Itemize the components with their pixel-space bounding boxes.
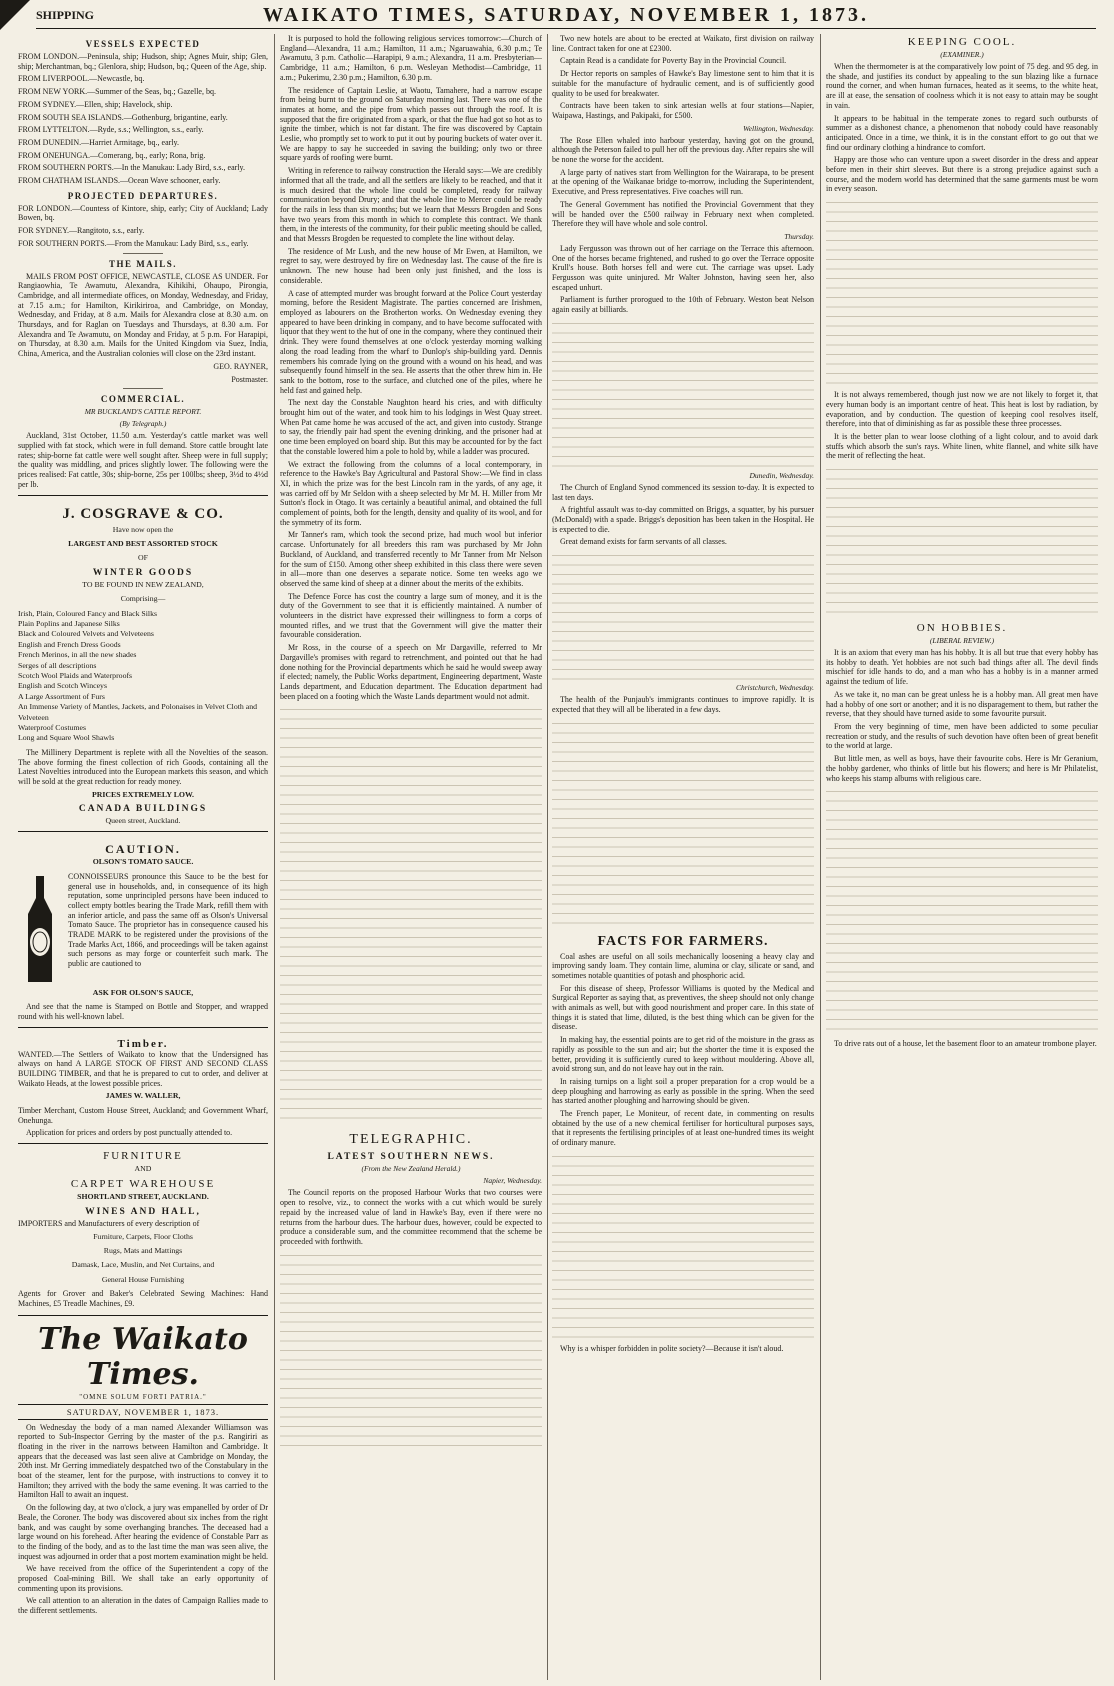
divider bbox=[123, 388, 163, 389]
caution-heading: CAUTION. bbox=[105, 842, 181, 857]
news-paragraph: The residence of Mr Lush, and the new house of Mr Ewen, at Hamilton, we regret to say, were destroyed by fire on Wednesday last. The cause of the fire is unknown. The new house had been only just finished, and the loss is considerable. bbox=[280, 246, 542, 285]
news-paragraph: Contracts have been taken to sink artesian wells at four stations—Napier, Waipawa, Hastings, and Pakipaki, for £500. bbox=[552, 101, 814, 120]
cosgrave-item: Waterproof Costumes bbox=[18, 723, 87, 732]
shipping-entry: FROM NEW YORK.—Summer of the Seas, bq.; Gazelle, bq. bbox=[18, 87, 216, 97]
news-paragraph: The Church of England Synod commenced its session to-day. It is expected to last ten days. bbox=[552, 482, 814, 502]
shipping-entry: FROM SYDNEY.—Ellen, ship; Havelock, ship. bbox=[18, 99, 173, 109]
cosgrave-line: Comprising— bbox=[120, 594, 166, 604]
news-paragraph: Great demand exists for farm servants of all classes. bbox=[560, 537, 727, 547]
furniture-item: Furniture, Carpets, Floor Cloths bbox=[93, 1231, 193, 1241]
cattle-report-byline: (By Telegraph.) bbox=[119, 419, 167, 429]
cosgrave-item: Irish, Plain, Coloured Fancy and Black Silks bbox=[18, 608, 158, 618]
cosgrave-advertisement bbox=[18, 495, 268, 827]
dateline: Christchurch, Wednesday. bbox=[736, 683, 814, 693]
keeping-cool-paragraph: It is not always remembered, though just now we are not likely to forget it, that every human body is an important centre of heat. This heat is lost by radiation, by evaporation, and by conduction. The question of keeping cool resolves itself, therefore, into that of diminishing as far as possible these three processes. bbox=[826, 390, 1098, 429]
shipping-entry: FROM ONEHUNGA.—Comerang, bq., early; Rona, brig. bbox=[18, 150, 206, 160]
hobbies-paragraph: But little men, as well as boys, have their favourite cobs. Here is Mr Geranium, the hobby gardener, who thinks of little but his flowers; and here is Mr Philatelist, who keeps his stamp albums with religious care. bbox=[826, 754, 1098, 783]
cosgrave-item: Long and Square Wool Shawls bbox=[18, 733, 115, 743]
hobbies-heading: ON HOBBIES. bbox=[916, 622, 1008, 635]
news-paragraph: It is purposed to hold the following religious services tomorrow:—Church of England—Alexandra, 11 a.m.; Hamilton, 11 a.m.; Ngaruawahia, 6.30 p.m.; Te Awamutu, 3 p.m. Catholic—Harapipi, 9 a.m.; Alexandra, 11 a.m. Presbyterian—Cambridge, 11 a.m.; Hamilton, 6 p.m. Wesleyan Methodist—Cambridge, 11 a.m.; Pukerimu, 2.30 p.m.; Hamilton, 6.30 p.m. bbox=[280, 34, 542, 82]
news-paragraph: The next day the Constable Naughton heard his cries, and with difficulty brought him out of the water, and took him to his lodgings in West Quay street. When Pat came home he was accused of the act, and given into custody. Strange to say, the friendly pair had spent the evening drinking, and the prisoner had at one time been employed on board ship. But this may be accounted for by the fact that the constable lowered him a pole to hold by, while a ladder was procured. bbox=[280, 398, 542, 456]
shipping-entry: FROM SOUTH SEA ISLANDS.—Gothenburg, brigantine, early. bbox=[18, 112, 228, 122]
cosgrave-item: English and French Dress Goods bbox=[18, 639, 121, 649]
cosgrave-address: CANADA BUILDINGS bbox=[78, 804, 208, 815]
wines-and-hall: WINES AND HALL, bbox=[85, 1206, 201, 1217]
mails-text: MAILS FROM POST OFFICE, NEWCASTLE, CLOSE AS UNDER. For Rangiaowhia, Te Awamutu, Alexandra, Kihikihi, Ohaupo, Pirongia, Cambridge, and all intermediate offices, on Monday, Wednesday, and Friday, at 7.15 a.m.; for Hamilton, Kirikiriroa, and Cambridge, on Monday, Wednesday, and Friday, at 8 a.m. Mails for Alexandra close at 8.30 a.m. on Thursdays, and for Raglan on Tuesdays and Thursdays, at 8.30 a.m. For Alexandra and Te Awamutu, on Monday and Friday, at 5 p.m. For Harapipi, on Thursday, at 8.30 a.m. Mails for the United Kingdom via Suez, India, China, America, and the Australian colonies will close on the 23rd instant. bbox=[18, 271, 268, 359]
keeping-cool-paragraph: Happy are those who can venture upon a sweet disorder in the dress and appear before men in their shirt sleeves. But there is a strong prejudice against such a course, and the modern world has determined that the same garments must be worn in every season. bbox=[826, 155, 1098, 194]
cosgrave-name: J. COSGRAVE & CO. bbox=[62, 505, 224, 522]
shipping-entry: FROM SOUTHERN PORTS.—In the Manukau: Lady Bird, s.s., early. bbox=[18, 163, 245, 173]
news-paragraph: A case of attempted murder was brought forward at the Police Court yesterday morning, before the Resident Magistrate. The parties concerned are Irishmen, employed as labourers on the Brotherton works. On Wednesday evening they appeared to have been drinking in company, and to have become suffocated with liquor that they went to the hut of one in the company, where they continued their drink. They were found themselves at one o'clock yesterday morning walking along the road leading from the wharf to Dunlop's ship-building yard. Dennis remembers his comrade lying on the ground with a wound on his head, and was subsequently found himself in the sea. He asserts that the other threw him in. He sank to the bottom, rose to the surface, and clutched one of the piles, where he held fast and gained help. bbox=[280, 288, 542, 395]
cosgrave-item: Black and Coloured Velvets and Velveteens bbox=[18, 629, 154, 639]
facts-closing: Why is a whisper forbidden in polite society?—Because it isn't aloud. bbox=[560, 1343, 784, 1353]
furniture-item: General House Furnishing bbox=[101, 1274, 185, 1284]
cosgrave-item: English and Scotch Winceys bbox=[18, 681, 107, 691]
cosgrave-line: Have now open the bbox=[112, 524, 174, 534]
news-paragraph: Two new hotels are about to be erected at Waikato, first division on railway line. Contract taken for one at £2300. bbox=[552, 34, 814, 53]
news-paragraph: The residence of Captain Leslie, at Waotu, Tamahere, had a narrow escape from being burnt to the ground on Saturday morning last. There was one of the inmates at home, and the pipe from which passes out through the roof. It is supposed that the fire originated from a spark, or that the flue had got so hot as to ignite the timber, which is not far distant. The fire was discovered by Captain Leslie, who promptly set to work to put it out by pouring buckets of water over it. We are happy to say he succeeded in saving the building; only two or three square yards of roofing were burnt. bbox=[280, 85, 542, 163]
departure-entry: FOR SOUTHERN PORTS.—From the Manukau: Lady Bird, s.s., early. bbox=[18, 238, 249, 248]
cosgrave-item: Plain Poplins and Japanese Silks bbox=[18, 618, 120, 628]
news-paragraph: The Defence Force has cost the country a large sum of money, and it is the duty of the Government to see that it is efficiently maintained. A number of volunteers in the district have expressed their willingness to form a corps of mounted rifles, and we trust that the Government will give the matter their favourable consideration. bbox=[280, 591, 542, 640]
cosgrave-item-list bbox=[18, 609, 268, 744]
cosgrave-line: LARGEST AND BEST ASSORTED STOCK bbox=[68, 538, 218, 548]
text-continuation bbox=[280, 1250, 542, 1450]
furniture-item: Damask, Lace, Muslin, and Net Curtains, and bbox=[71, 1260, 215, 1270]
text-continuation bbox=[552, 1151, 814, 1341]
lead-article-paragraph: We call attention to an alteration in the dates of Campaign Rallies made to the different settlements. bbox=[18, 1596, 268, 1616]
departure-entry: FOR LONDON.—Countess of Kintore, ship, early; City of Auckland; Lady Bowen, bq. bbox=[18, 203, 268, 223]
lead-article-paragraph: We have received from the office of the Superintendent a copy of the proposed Coal-mining Bill. We shall take an early opportunity of commenting upon its provisions. bbox=[18, 1564, 268, 1593]
furniture-advertisement bbox=[18, 1143, 268, 1309]
divider bbox=[18, 1315, 268, 1316]
departures-heading: PROJECTED DEPARTURES. bbox=[67, 190, 219, 201]
column-rule bbox=[274, 34, 275, 1680]
column-2 bbox=[280, 34, 542, 1680]
news-paragraph: Lady Fergusson was thrown out of her carriage on the Terrace this afternoon. One of the horses became frightened, and rushed to go over the Terrace opposite Krull's house. Both horses fell and were cut. The carriage was upset. Lady Fergusson was quite uninjured. Mr Walter Johnston, having seen her, also escaped unhurt. bbox=[552, 243, 814, 292]
column-1 bbox=[18, 34, 268, 1680]
facts-paragraph: For this disease of sheep, Professor Williams is quoted by the Medical and Surgical Reporter as saying that, as preventives, the sheep should not only change with animals as well, but with good nourishment and proper care. In this state of things it is stated that lime, diluted, is the best thing which can be given for the disease. bbox=[552, 983, 814, 1032]
shipping-entry: FROM LYTTELTON.—Ryde, s.s.; Wellington, s.s., early. bbox=[18, 125, 204, 135]
telegraphic-dateline: Napier, Wednesday. bbox=[483, 1176, 542, 1186]
shipping-entry: FROM LONDON.—Peninsula, ship; Hudson, ship; Agnes Muir, ship; Glen, ship; Merchantman, bq.; Glenlora, ship; Hudson, bq.; Queen of the Age, ship. bbox=[18, 52, 268, 71]
timber-text: WANTED.—The Settlers of Waikato to know that the Undersigned has always on hand A LARGE STOCK OF FIRST AND SECOND CLASS BUILDING TIMBER, and that he is prepared to cut to order, and deliver at Waikato Heads, at the lowest possible prices. bbox=[18, 1049, 268, 1088]
hobbies-paragraph: As we take it, no man can be great unless he is a hobby man. All great men have had a hobby of one sort or another; and it is no disparagement to them, but rather the reverse, that they should have turned aside to some favourite pursuit. bbox=[826, 689, 1098, 719]
mails-heading: THE MAILS. bbox=[108, 258, 177, 269]
cattle-report-text: Auckland, 31st October, 11.50 a.m. Yesterday's cattle market was well supplied with fat stock, which were in full demand. Store cattle brought late rates; ship-borne fat cattle were well sought after. Sheep were in full supply; the quality was middling, and prices slightly lower. The following were the prices realised: Fat cattle, 30s; ship-borne, 25s per 100lbs; sheep, 3½d to 4½d per lb. bbox=[18, 431, 268, 489]
cosgrave-item: Scotch Wool Plaids and Waterproofs bbox=[18, 670, 133, 680]
caution-text-2: And see that the name is Stamped on Bottle and Stopper, and wrapped round with his well-known label. bbox=[18, 1002, 268, 1021]
lead-article-paragraph: On Wednesday the body of a man named Alexander Williamson was reported to Sub-Inspector Gerring by the master of the p.s. Rangiriri as floating in the river in the narrows between Hamilton and Cambridge. It appears that the deceased was last seen alive at Cambridge on Monday, the 20th inst. Mr Gerring immediately despatched two of the Constabulary in the boat of the steamer, lent for the purpose, with instructions to convey it to Hamilton; they arrived with the body the same evening. It was carried to the Hamilton Hall to await an inquest. bbox=[18, 1422, 268, 1500]
cosgrave-winter-goods: WINTER GOODS bbox=[92, 567, 194, 578]
text-continuation bbox=[552, 550, 814, 680]
newspaper-nameplate: The Waikato Times. bbox=[38, 1321, 248, 1392]
mails-signature: GEO. RAYNER, bbox=[213, 361, 268, 371]
column-4 bbox=[826, 34, 1098, 1680]
news-paragraph: Writing in reference to railway construction the Herald says:—We are credibly informed that all the trade, and all the settlers are likely to be reached, and that it is much desired that the whole line could be completed, ready for railway communication beyond Drury; and that the whole line to Mercer could be ready for the rails in less than six months; but we learn that Messrs Brogden and Sons have two years from this month in which to complete this contract. We thank them, in the interests of the community, for their public meeting should be called, and that Messrs Brogden be requested to complete the line without delay. bbox=[280, 166, 542, 244]
text-continuation bbox=[280, 704, 542, 1124]
news-paragraph: The health of the Punjaub's immigrants continues to improve rapidly. It is expected that they will all be liberated in a few days. bbox=[552, 695, 814, 714]
commercial-heading: COMMERCIAL. bbox=[100, 394, 186, 405]
facts-paragraph: In making hay, the essential points are to get rid of the moisture in the grass as rapidly as possible to the sun and air; but the shorter the time it is exposed the better, providing it is sufficiently cured to keep without mouldering. Above all, avoid strong sun, and do not leave hay out in the rain. bbox=[552, 1035, 814, 1074]
news-paragraph: Mr Ross, in the course of a speech on Mr Dargaville, referred to Mr Dargaville's promises with regard to retrenchment, and pointed out that he had done nothing for the Provincial departments which he said he would sweep away if elected; namely, the Public Works department, Engineering department, Waste Lands department, and Education department. The Education department had been placed on a footing which the Waste Lands department would not admit. bbox=[280, 643, 542, 701]
telegraphic-text: The Council reports on the proposed Harbour Works that two courses were open to resolve, viz., to connect the works with a cut which would be surely repaid by the increased value of land in Hawke's Bay, even if there were no returns from the harbour dues. The harbour dues, however, could be expected to produce a considerable sum, and the committee recommend that the scheme be proceeded with forthwith. bbox=[280, 1188, 542, 1246]
text-continuation bbox=[826, 197, 1098, 387]
news-paragraph: We extract the following from the columns of a local contemporary, in reference to the Hawke's Bay Agricultural and Pastoral Show:—We find in class XI, in which the prize was for the best Lincoln ram in the yards, of any age, it was carried off by Mr Seldon with a sheep selected by Mr M. H. Miller from Mr Sutton's flock in Otago. It was certainly a beautiful animal, and obtained the full complement of points, both for the length, density and quality of its wool, and for the symmetry of its form. bbox=[280, 459, 542, 527]
text-continuation bbox=[826, 786, 1098, 1036]
timber-advertisement bbox=[18, 1027, 268, 1138]
text-continuation bbox=[552, 718, 814, 928]
news-paragraph: The General Government has notified the Provincial Government that they will be handed over the £500 railway in February next when completed. Therefore they will have whole and sole control. bbox=[552, 199, 814, 229]
hobbies-paragraph: From the very beginning of time, men have been addicted to some peculiar recreation or study, and the results of such devotion have often been of great benefit to the world at large. bbox=[826, 721, 1098, 751]
mails-signature-title: Postmaster. bbox=[231, 374, 268, 384]
text-continuation bbox=[826, 464, 1098, 614]
keeping-cool-heading: KEEPING COOL. bbox=[907, 36, 1017, 48]
dateline: Wellington, Wednesday. bbox=[743, 123, 814, 133]
timber-address: Timber Merchant, Custom House Street, Auckland; and Government Wharf, Onehunga. bbox=[18, 1105, 268, 1125]
hobbies-source: (LIBERAL REVIEW.) bbox=[929, 636, 995, 646]
departure-entry: FOR SYDNEY.—Rangitoto, s.s., early. bbox=[18, 226, 145, 236]
nameplate-date: SATURDAY, NOVEMBER 1, 1873. bbox=[18, 1404, 268, 1420]
sauce-bottle-icon bbox=[18, 874, 62, 986]
cosgrave-text: The Millinery Department is replete with all the Novelties of the season. The above forming the finest collection of rich Goods, containing all the Latest Novelties introduced into the European markets this season, and which will be sold at the great reduction for ready money. bbox=[18, 747, 268, 786]
shipping-entry: FROM LIVERPOOL.—Newcastle, bq. bbox=[18, 74, 145, 84]
masthead bbox=[36, 4, 1096, 29]
keeping-cool-source: (EXAMINER.) bbox=[940, 50, 984, 59]
furniture-line: FURNITURE bbox=[103, 1149, 183, 1162]
shipping-entry: FROM CHATHAM ISLANDS.—Ocean Wave schooner, early. bbox=[18, 176, 221, 186]
news-paragraph: The Rose Ellen whaled into harbour yesterday, having got on the ground, although the Peterson failed to pull her off the previous day. After repairs she will be none the worse for the accident. bbox=[552, 135, 814, 165]
cosgrave-footer: PRICES EXTREMELY LOW. bbox=[91, 789, 195, 799]
nameplate-motto: "OMNE SOLUM FORTI PATRIA." bbox=[79, 1392, 207, 1401]
keeping-cool-paragraph: It appears to be habitual in the temperate zones to regard such outbursts of summer as a dishonest chance, a phenomenon that nobody could have reasonably anticipated. Once in a time, we think, it is in the constant effort to go out that we find our ordinary clothing a hindrance to comfort. bbox=[826, 113, 1098, 152]
keeping-cool-paragraph: It is the better plan to wear loose clothing of a light colour, and to avoid dark stuffs which absorb the sun's rays. White linen, white flannel, and white silk have the merit of reflecting the heat. bbox=[826, 431, 1098, 461]
dateline: Thursday. bbox=[784, 231, 814, 241]
cosgrave-item: A Large Assortment of Furs bbox=[18, 691, 105, 701]
news-paragraph: Dr Hector reports on samples of Hawke's Bay limestone sent to him that it is suitable for the manufacture of hydraulic cement, and is of sufficiently good quality to be used for breakwater. bbox=[552, 69, 814, 98]
news-paragraph: Mr Tanner's ram, which took the second prize, had much wool but inferior carcase. Unfortunately for all breeders this ram was purchased by Mr John Buckland, of Auckland, and transferred recently to Mr Tanner from Mr Nelson for the sum of £150. Among other sheep exhibited in this class there were seven in all—more than one deserves a separate notice. Some ten weeks ago we observed the same kind of sheep at a dinner about the merits of the exhibits. bbox=[280, 530, 542, 588]
column-rule bbox=[820, 34, 821, 1680]
furniture-line: AND bbox=[134, 1163, 152, 1173]
column-rule bbox=[547, 34, 548, 1680]
dateline: Dunedin, Wednesday. bbox=[749, 470, 814, 480]
furniture-item: Rugs, Mats and Mattings bbox=[103, 1245, 183, 1255]
cattle-report-heading: MR BUCKLAND'S CATTLE REPORT. bbox=[84, 407, 202, 417]
caution-ask: ASK FOR OLSON'S SAUCE, bbox=[92, 987, 194, 997]
telegraphic-source: (From the New Zealand Herald.) bbox=[361, 1164, 461, 1174]
furniture-line: CARPET WAREHOUSE bbox=[70, 1178, 216, 1191]
page-corner-mark bbox=[0, 0, 30, 30]
furniture-importers: IMPORTERS and Manufacturers of every description of bbox=[18, 1218, 200, 1228]
hobbies-closing: To drive rats out of a house, let the basement floor to an amateur trombone player. bbox=[834, 1039, 1097, 1049]
facts-paragraph: The French paper, Le Moniteur, of recent date, in commenting on results obtained by the use of a new chemical fertiliser for horticultural purposes says, that it represents the fertilising principles of at least one-hundred times its weight of ordinary manure. bbox=[552, 1109, 814, 1148]
shipping-entry: FROM DUNEDIN.—Harriet Armitage, bq., early. bbox=[18, 137, 180, 147]
lead-article-paragraph: On the following day, at two o'clock, a jury was empanelled by order of Dr Beale, the Coroner. The body was discovered about six inches from the right bank, and was caught by some overhanging branches. The deceased had a large wound on his forehead. After hearing the evidence of Constable Parr as to the finding of the body, and as to the last time the man was seen alive, the inquest was adjourned in order that a post mortem examination might be held. bbox=[18, 1503, 268, 1561]
masthead-shipping-label: SHIPPING bbox=[36, 8, 95, 22]
cosgrave-line: TO BE FOUND IN NEW ZEALAND, bbox=[82, 579, 204, 589]
telegraphic-heading: TELEGRAPHIC. bbox=[349, 1132, 473, 1148]
caution-text: CONNOISSEURS pronounce this Sauce to be the best for general use in households, and, in consequence of its high reputation, some unprincipled persons have been induced to collect empty bottles bearing the Trade Mark, refill them with an inferior article, and pass the same off as Olson's Universal Tomato Sauce. The proprietor has in consequence caused his TRADE MARK to be registered under the provisions of the Trade Marks Act, 1866, and proceedings will be taken against such persons as may forge or counterfeit such mark. The public are cautioned to bbox=[68, 871, 268, 969]
column-3 bbox=[552, 34, 814, 1680]
facts-paragraph: In raising turnips on a light soil a proper preparation for a crop would be a deep ploughing and harrowing as early as possible in the spring. When the seed has started another ploughing and harrowing should be given. bbox=[552, 1076, 814, 1106]
news-paragraph: Captain Read is a candidate for Poverty Bay in the Provincial Council. bbox=[560, 56, 787, 66]
text-continuation bbox=[552, 318, 814, 468]
furniture-street: SHORTLAND STREET, AUCKLAND. bbox=[77, 1192, 209, 1202]
facts-paragraph: Coal ashes are useful on all soils mechanically loosening a heavy clay and improving sandy loam. They contain lime, alumina or clay, silicate or sand, and sometimes notable quantities of potash and phosphoric acid. bbox=[552, 951, 814, 980]
telegraphic-subheading: LATEST SOUTHERN NEWS. bbox=[327, 1152, 495, 1163]
masthead-title: WAIKATO TIMES, SATURDAY, NOVEMBER 1, 1873. bbox=[263, 4, 869, 26]
furniture-agents: Agents for Grover and Baker's Celebrated Sewing Machines: Hand Machines, £5 Treadle Machines, £9. bbox=[18, 1289, 268, 1308]
timber-heading: Timber. bbox=[117, 1037, 169, 1050]
caution-advertisement bbox=[18, 831, 268, 1021]
facts-for-farmers-heading: FACTS FOR FARMERS. bbox=[597, 933, 769, 949]
shipping-heading: VESSELS EXPECTED bbox=[85, 39, 201, 49]
hobbies-paragraph: It is an axiom that every man has his hobby. It is all but true that every hobby has its hobby to death. Yet hobbies are not such bad things after all. The devil finds mischief for idle hands to do, and a man who has a hobby is in a manner armed against the tedium of life. bbox=[826, 648, 1098, 687]
news-paragraph: Parliament is further prorogued to the 10th of February. Weston beat Nelson again easily at billiards. bbox=[552, 295, 814, 315]
divider bbox=[123, 253, 163, 254]
cosgrave-item: French Merinos, in all the new shades bbox=[18, 650, 137, 660]
timber-name: JAMES W. WALLER, bbox=[105, 1091, 181, 1101]
news-paragraph: A large party of natives start from Wellington for the Wairarapa, to be present at the opening of the Waikanae bridge to-morrow, including the Superintendent, Executive, and Press representatives. Five coaches will run. bbox=[552, 167, 814, 197]
keeping-cool-paragraph: When the thermometer is at the comparatively low point of 75 deg. and 95 deg. in the shade, and justifies its conduct by appealing to the sun blazing like a furnace round the corner, and when human furnaces, heated as it seems, to the white heat, are ill at ease, the sensation of coolness which it is not easy to attain may be sought in vain. bbox=[826, 62, 1098, 110]
cosgrave-item: An Immense Variety of Mantles, Jackets, and Polonaises in Velvet Cloth and Velveteen bbox=[18, 702, 257, 722]
caution-title: OLSON'S TOMATO SAUCE. bbox=[92, 857, 194, 867]
cosgrave-item: Serges of all descriptions bbox=[18, 660, 97, 670]
news-paragraph: A frightful assault was to-day committed on Briggs, a squatter, by his pursuer (McDonald) with a spade. Briggs's deposition has been taken in the Hospital. He is expected to die. bbox=[552, 505, 814, 534]
timber-note: Application for prices and orders by post punctually attended to. bbox=[26, 1128, 233, 1138]
cosgrave-address-street: Queen street, Auckland. bbox=[105, 816, 181, 826]
cosgrave-line: OF bbox=[138, 553, 148, 563]
